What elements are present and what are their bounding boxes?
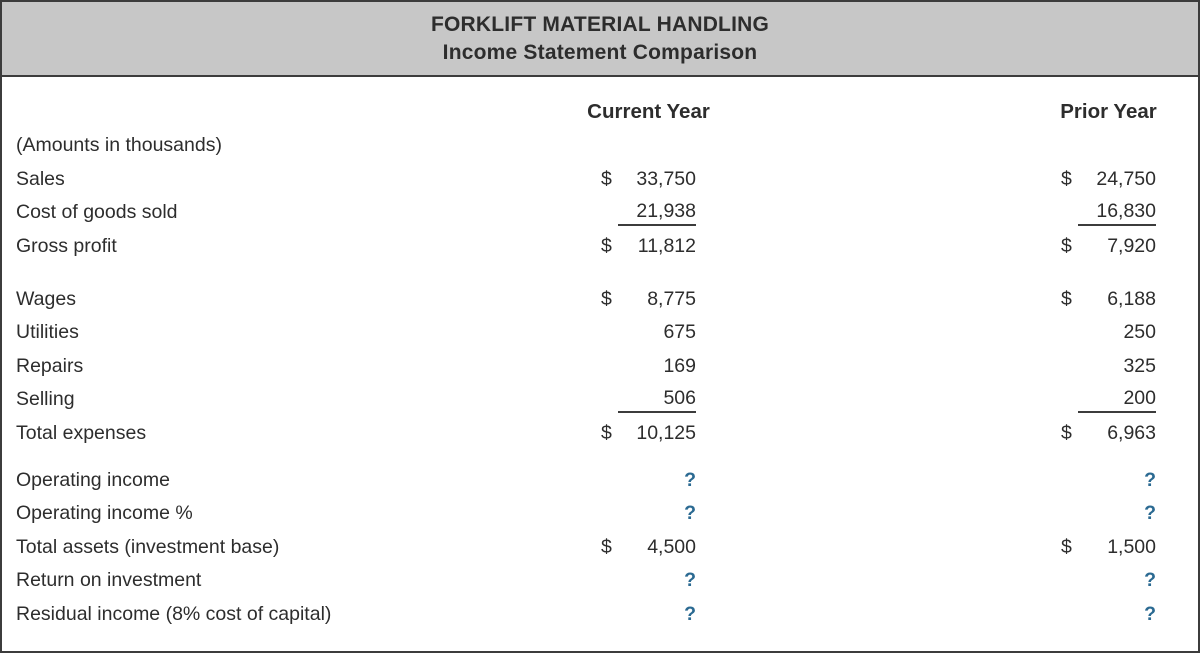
current-year-amount: 675: [663, 321, 696, 344]
row-label: Total assets (investment base): [16, 535, 280, 558]
column-header-current-year: Current Year: [587, 100, 710, 123]
current-year-amount: $ 11,812: [601, 235, 696, 258]
company-name: FORKLIFT MATERIAL HANDLING: [430, 12, 770, 36]
prior-year-amount: $ 7,920: [1061, 235, 1156, 258]
row-selling: [16, 383, 1156, 417]
current-year-amount: [601, 603, 696, 626]
row-label: Gross profit: [16, 235, 117, 258]
row-operating-income-percent: [16, 497, 1156, 531]
row-total-assets: [16, 531, 1156, 565]
row-sales: [16, 163, 1156, 197]
row-label: Utilities: [16, 321, 79, 344]
prior-year-amount: $ 1,500: [1061, 535, 1156, 558]
unknown-value: ?: [1144, 569, 1156, 592]
prior-year-amount: [1061, 502, 1156, 525]
row-total-expenses: [16, 417, 1156, 451]
current-year-amount: $ 8,775: [601, 287, 696, 310]
prior-year-amount: 16,830: [1061, 200, 1156, 226]
row-return-on-investment: [16, 564, 1156, 598]
row-repairs: [16, 350, 1156, 384]
row-label: Repairs: [16, 354, 84, 377]
current-year-amount: 506: [601, 387, 696, 413]
column-header-row: [16, 95, 1156, 129]
prior-year-amount: 250: [1123, 321, 1156, 344]
row-label: Return on investment: [16, 569, 202, 592]
current-year-amount: 21,938: [601, 200, 696, 226]
unknown-value: ?: [1144, 603, 1156, 626]
row-amounts-note: [16, 129, 1156, 163]
prior-year-amount: [1061, 469, 1156, 492]
statement-subtitle: Income Statement Comparison: [442, 40, 758, 64]
row-label: Wages: [16, 287, 76, 310]
current-year-amount: [601, 469, 696, 492]
row-label: Cost of goods sold: [16, 201, 178, 224]
statement-header: [2, 2, 1198, 77]
row-label: Residual income (8% cost of capital): [16, 603, 332, 626]
prior-year-amount: $ 6,963: [1061, 422, 1156, 445]
prior-year-amount: $ 6,188: [1061, 287, 1156, 310]
current-year-amount: $ 33,750: [601, 167, 696, 190]
row-residual-income: [16, 598, 1156, 632]
row-label: Operating income %: [16, 502, 193, 525]
prior-year-amount: 325: [1123, 354, 1156, 377]
unknown-value: ?: [1144, 502, 1156, 525]
prior-year-amount: [1061, 569, 1156, 592]
row-label: Operating income: [16, 468, 170, 491]
row-utilities: [16, 316, 1156, 350]
unknown-value: ?: [684, 569, 696, 592]
current-year-amount: $ 4,500: [601, 535, 696, 558]
current-year-amount: [601, 502, 696, 525]
statement-table: [2, 77, 1198, 631]
row-label: Sales: [16, 167, 65, 190]
row-cost-of-goods-sold: [16, 196, 1156, 230]
unknown-value: ?: [684, 468, 696, 491]
prior-year-amount: $ 24,750: [1061, 167, 1156, 190]
row-operating-income: [16, 463, 1156, 497]
prior-year-amount: 200: [1061, 387, 1156, 413]
current-year-amount: $ 10,125: [601, 422, 696, 445]
row-gross-profit: [16, 230, 1156, 264]
column-header-prior-year: Prior Year: [1060, 100, 1157, 123]
unknown-value: ?: [1144, 468, 1156, 491]
current-year-amount: [601, 569, 696, 592]
unknown-value: ?: [684, 603, 696, 626]
prior-year-amount: [1061, 603, 1156, 626]
row-label: (Amounts in thousands): [16, 134, 222, 157]
row-label: Selling: [16, 388, 75, 411]
current-year-amount: 169: [663, 354, 696, 377]
row-wages: [16, 282, 1156, 316]
row-label: Total expenses: [16, 422, 147, 445]
unknown-value: ?: [684, 502, 696, 525]
